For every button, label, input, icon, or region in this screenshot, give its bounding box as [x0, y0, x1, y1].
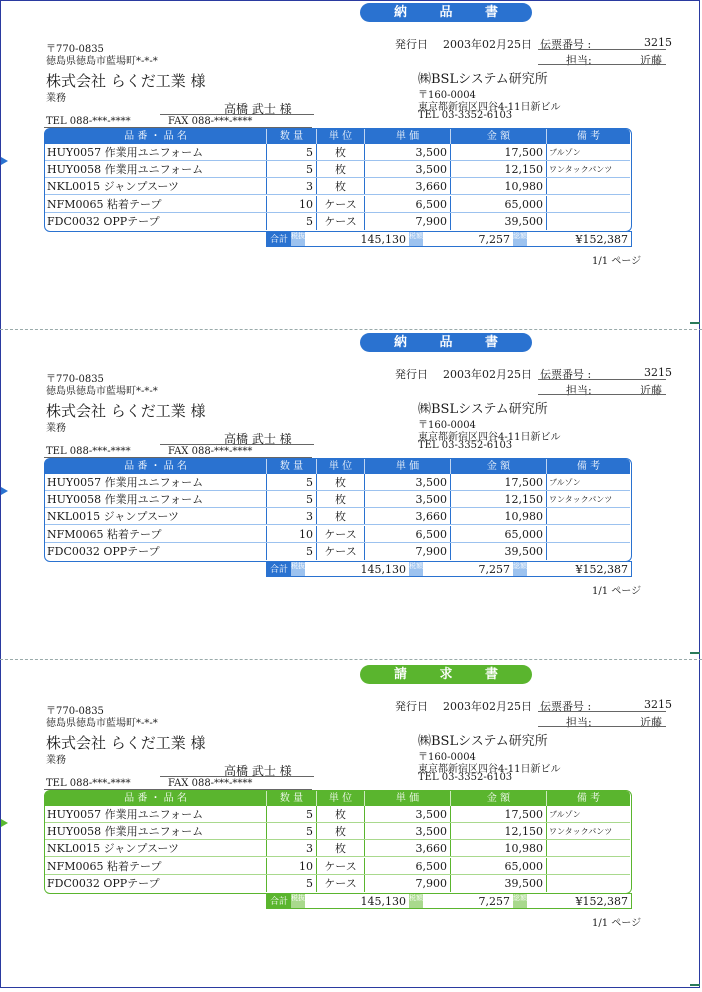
table-row — [45, 875, 630, 892]
grand-total: ¥152,387 — [575, 563, 628, 576]
item-quantity: 3 — [267, 178, 317, 194]
issue-date-label: 発行日 — [395, 38, 428, 51]
table-row — [45, 840, 630, 857]
form-title-text: 納 品 書 — [393, 5, 513, 20]
header-quantity: 数 量 — [267, 129, 317, 144]
item-code-name: NFM0065 粘着テープ — [45, 196, 267, 212]
item-remarks — [547, 213, 630, 230]
header-unit: 単 位 — [317, 791, 365, 806]
registration-tick — [690, 322, 700, 324]
item-amount: 17,500 — [451, 144, 547, 160]
item-remarks: ブルゾン — [549, 478, 581, 487]
item-code-name: HUY0058 作業用ユニフォーム — [45, 823, 267, 839]
item-amount: 39,500 — [451, 543, 547, 560]
item-quantity: 5 — [267, 543, 317, 560]
table-header — [45, 791, 630, 806]
pretax-amount: 145,130 — [360, 233, 406, 246]
item-unit-price: 3,500 — [365, 823, 451, 839]
item-code-name: NKL0015 ジャンプスーツ — [45, 840, 267, 856]
page-number: 1/1 ページ — [592, 918, 642, 929]
item-unit: ケース — [317, 543, 365, 560]
table-row — [45, 178, 630, 195]
table-row — [45, 823, 630, 840]
customer-postal: 〒770-0835 — [46, 706, 104, 717]
feed-marker-icon — [1, 487, 8, 495]
item-code-name: NFM0065 粘着テープ — [45, 858, 267, 874]
item-remarks: ワンタックパンツ — [549, 165, 613, 175]
grand-total-label: 総額 — [513, 562, 527, 576]
customer-tel: TEL 088-***-**** — [46, 778, 131, 789]
form-1 — [0, 0, 702, 330]
customer-address: 徳島県徳島市藍場町*-*-* — [46, 718, 158, 729]
customer-company: 株式会社 らくだ工業 様 — [46, 734, 206, 752]
grand-total: ¥152,387 — [575, 895, 628, 908]
issue-date: 2003年02月25日 — [443, 368, 532, 381]
totals-bar — [266, 231, 632, 247]
tax-amount: 7,257 — [478, 895, 510, 908]
item-unit-price: 3,500 — [365, 491, 451, 507]
representative-name: 近藤 — [640, 384, 662, 397]
grand-total-label: 総額 — [513, 894, 527, 908]
item-remarks: ブルゾン — [549, 810, 581, 819]
item-code-name: HUY0058 作業用ユニフォーム — [45, 491, 267, 507]
item-remarks — [547, 840, 630, 856]
customer-person: 高橋 武士 様 — [224, 764, 292, 778]
item-quantity: 5 — [267, 144, 317, 160]
customer-company: 株式会社 らくだ工業 様 — [46, 402, 206, 420]
item-amount: 10,980 — [451, 508, 547, 524]
pretax-amount: 145,130 — [360, 895, 406, 908]
issuer-name: ㈱BSLシステム研究所 — [418, 734, 548, 749]
slip-number-label: 伝票番号 : — [540, 38, 592, 51]
item-unit-price: 3,500 — [365, 474, 451, 490]
table-row — [45, 213, 630, 230]
form-title — [360, 665, 532, 684]
header-remarks: 備 考 — [576, 793, 601, 804]
form-title — [360, 3, 532, 22]
item-unit: 枚 — [317, 144, 365, 160]
customer-fax: FAX 088-***-**** — [168, 778, 253, 789]
header-amount: 金 額 — [451, 791, 547, 806]
item-quantity: 5 — [267, 875, 317, 892]
pretax-label: 税抜 — [291, 894, 305, 908]
item-amount: 12,150 — [451, 161, 547, 177]
slip-number: 3215 — [644, 36, 672, 49]
slip-number-label: 伝票番号 : — [540, 368, 592, 381]
issuer-address: 東京都新宿区四谷4-11日新ビル — [418, 432, 561, 443]
table-row — [45, 474, 630, 491]
item-amount: 17,500 — [451, 806, 547, 822]
item-unit: 枚 — [317, 491, 365, 507]
issue-date: 2003年02月25日 — [443, 38, 532, 51]
item-code-name: HUY0058 作業用ユニフォーム — [45, 161, 267, 177]
item-remarks — [547, 875, 630, 892]
item-quantity: 10 — [267, 526, 317, 542]
item-quantity: 5 — [267, 213, 317, 230]
item-quantity: 5 — [267, 806, 317, 822]
customer-company: 株式会社 らくだ工業 様 — [46, 72, 206, 90]
item-unit-price: 6,500 — [365, 858, 451, 874]
items-table — [44, 790, 632, 894]
registration-tick — [690, 652, 700, 654]
item-code-name: FDC0032 OPPテープ — [45, 213, 267, 230]
item-code-name: NFM0065 粘着テープ — [45, 526, 267, 542]
item-quantity: 10 — [267, 196, 317, 212]
total-label: 合計 — [267, 562, 291, 576]
customer-tel: TEL 088-***-**** — [46, 116, 131, 127]
customer-dept: 業務 — [46, 93, 66, 104]
table-row — [45, 508, 630, 525]
rep-underline — [538, 726, 666, 727]
person-underline — [160, 776, 314, 777]
item-unit: 枚 — [317, 806, 365, 822]
header-quantity: 数 量 — [267, 791, 317, 806]
item-unit-price: 3,660 — [365, 840, 451, 856]
item-unit-price: 3,500 — [365, 806, 451, 822]
item-remarks: ワンタックパンツ — [549, 827, 613, 837]
slip-underline — [538, 379, 666, 380]
form-title-text: 納 品 書 — [393, 335, 513, 350]
customer-fax: FAX 088-***-**** — [168, 446, 253, 457]
tax-label: 税額 — [409, 562, 423, 576]
header-unit: 単 位 — [317, 129, 365, 144]
issuer-name: ㈱BSLシステム研究所 — [418, 72, 548, 87]
item-remarks: ブルゾン — [549, 148, 581, 157]
item-unit: ケース — [317, 526, 365, 542]
header-item: 品 番 ・ 品 名 — [45, 791, 267, 806]
customer-dept: 業務 — [46, 755, 66, 766]
item-code-name: HUY0057 作業用ユニフォーム — [45, 474, 267, 490]
item-unit-price: 7,900 — [365, 543, 451, 560]
tax-label: 税額 — [409, 894, 423, 908]
page-number: 1/1 ページ — [592, 256, 642, 267]
person-underline — [160, 114, 314, 115]
items-table — [44, 458, 632, 562]
representative-label: 担当: — [566, 716, 592, 729]
item-quantity: 3 — [267, 508, 317, 524]
item-amount: 10,980 — [451, 840, 547, 856]
issue-date-label: 発行日 — [395, 368, 428, 381]
table-row — [45, 196, 630, 213]
rep-underline — [538, 64, 666, 65]
item-unit: 枚 — [317, 840, 365, 856]
grand-total: ¥152,387 — [575, 233, 628, 246]
header-quantity: 数 量 — [267, 459, 317, 474]
header-item: 品 番 ・ 品 名 — [45, 459, 267, 474]
item-amount: 12,150 — [451, 823, 547, 839]
issuer-name: ㈱BSLシステム研究所 — [418, 402, 548, 417]
header-unit-price: 単 価 — [365, 129, 451, 144]
tax-label: 税額 — [409, 232, 423, 246]
item-unit: 枚 — [317, 474, 365, 490]
item-remarks — [547, 526, 630, 542]
item-unit-price: 7,900 — [365, 213, 451, 230]
form-3 — [0, 662, 702, 992]
customer-postal: 〒770-0835 — [46, 374, 104, 385]
header-unit: 単 位 — [317, 459, 365, 474]
item-quantity: 5 — [267, 474, 317, 490]
customer-dept: 業務 — [46, 423, 66, 434]
tax-amount: 7,257 — [478, 563, 510, 576]
customer-postal: 〒770-0835 — [46, 44, 104, 55]
issuer-tel: TEL 03-3352-6103 — [418, 440, 513, 451]
item-code-name: FDC0032 OPPテープ — [45, 543, 267, 560]
item-remarks — [547, 858, 630, 874]
feed-marker-icon — [1, 819, 8, 827]
table-row — [45, 806, 630, 823]
item-unit: 枚 — [317, 178, 365, 194]
representative-name: 近藤 — [640, 716, 662, 729]
table-row — [45, 144, 630, 161]
perforation-line — [0, 659, 702, 660]
item-unit: ケース — [317, 213, 365, 230]
item-amount: 65,000 — [451, 196, 547, 212]
item-code-name: NKL0015 ジャンプスーツ — [45, 508, 267, 524]
form-title-text: 請 求 書 — [393, 667, 513, 682]
representative-label: 担当: — [566, 54, 592, 67]
slip-underline — [538, 49, 666, 50]
items-table — [44, 128, 632, 232]
table-row — [45, 543, 630, 560]
item-unit-price: 3,500 — [365, 161, 451, 177]
table-row — [45, 858, 630, 875]
table-row — [45, 161, 630, 178]
item-unit: ケース — [317, 858, 365, 874]
table-header — [45, 459, 630, 474]
customer-person: 高橋 武士 様 — [224, 432, 292, 446]
form-title — [360, 333, 532, 352]
issuer-tel: TEL 03-3352-6103 — [418, 772, 513, 783]
item-unit-price: 6,500 — [365, 526, 451, 542]
item-amount: 65,000 — [451, 858, 547, 874]
item-amount: 39,500 — [451, 213, 547, 230]
total-label: 合計 — [267, 894, 291, 908]
slip-number-label: 伝票番号 : — [540, 700, 592, 713]
representative-label: 担当: — [566, 384, 592, 397]
header-item: 品 番 ・ 品 名 — [45, 129, 267, 144]
totals-bar — [266, 561, 632, 577]
registration-tick — [690, 984, 700, 986]
header-unit-price: 単 価 — [365, 791, 451, 806]
form-2 — [0, 330, 702, 660]
item-unit: ケース — [317, 875, 365, 892]
page-number: 1/1 ページ — [592, 586, 642, 597]
header-unit-price: 単 価 — [365, 459, 451, 474]
item-remarks — [547, 178, 630, 194]
item-unit-price: 3,500 — [365, 144, 451, 160]
item-unit-price: 6,500 — [365, 196, 451, 212]
item-quantity: 5 — [267, 161, 317, 177]
customer-fax: FAX 088-***-**** — [168, 116, 253, 127]
item-unit: ケース — [317, 196, 365, 212]
table-header — [45, 129, 630, 144]
issuer-tel: TEL 03-3352-6103 — [418, 110, 513, 121]
perforation-line — [0, 329, 702, 330]
header-amount: 金 額 — [451, 459, 547, 474]
item-code-name: FDC0032 OPPテープ — [45, 875, 267, 892]
item-amount: 17,500 — [451, 474, 547, 490]
item-quantity: 5 — [267, 823, 317, 839]
tax-amount: 7,257 — [478, 233, 510, 246]
item-quantity: 5 — [267, 491, 317, 507]
item-remarks — [547, 508, 630, 524]
item-amount: 65,000 — [451, 526, 547, 542]
customer-address: 徳島県徳島市藍場町*-*-* — [46, 386, 158, 397]
item-quantity: 10 — [267, 858, 317, 874]
issue-date-label: 発行日 — [395, 700, 428, 713]
item-unit: 枚 — [317, 823, 365, 839]
pretax-label: 税抜 — [291, 232, 305, 246]
slip-number: 3215 — [644, 366, 672, 379]
rep-underline — [538, 394, 666, 395]
header-remarks: 備 考 — [576, 131, 601, 142]
pretax-amount: 145,130 — [360, 563, 406, 576]
item-code-name: HUY0057 作業用ユニフォーム — [45, 806, 267, 822]
item-remarks — [547, 196, 630, 212]
representative-name: 近藤 — [640, 54, 662, 67]
item-amount: 10,980 — [451, 178, 547, 194]
table-row — [45, 491, 630, 508]
issuer-postal: 〒160-0004 — [418, 90, 476, 101]
item-unit-price: 3,660 — [365, 178, 451, 194]
pretax-label: 税抜 — [291, 562, 305, 576]
customer-tel: TEL 088-***-**** — [46, 446, 131, 457]
item-remarks: ワンタックパンツ — [549, 495, 613, 505]
item-unit-price: 7,900 — [365, 875, 451, 892]
item-code-name: NKL0015 ジャンプスーツ — [45, 178, 267, 194]
table-row — [45, 526, 630, 543]
issue-date: 2003年02月25日 — [443, 700, 532, 713]
feed-marker-icon — [1, 157, 8, 165]
header-remarks: 備 考 — [576, 461, 601, 472]
customer-person: 高橋 武士 様 — [224, 102, 292, 116]
item-code-name: HUY0057 作業用ユニフォーム — [45, 144, 267, 160]
header-amount: 金 額 — [451, 129, 547, 144]
slip-underline — [538, 711, 666, 712]
item-unit-price: 3,660 — [365, 508, 451, 524]
issuer-address: 東京都新宿区四谷4-11日新ビル — [418, 764, 561, 775]
issuer-postal: 〒160-0004 — [418, 420, 476, 431]
issuer-postal: 〒160-0004 — [418, 752, 476, 763]
totals-bar — [266, 893, 632, 909]
item-unit: 枚 — [317, 161, 365, 177]
item-remarks — [547, 543, 630, 560]
grand-total-label: 総額 — [513, 232, 527, 246]
person-underline — [160, 444, 314, 445]
item-amount: 12,150 — [451, 491, 547, 507]
item-amount: 39,500 — [451, 875, 547, 892]
slip-number: 3215 — [644, 698, 672, 711]
item-quantity: 3 — [267, 840, 317, 856]
issuer-address: 東京都新宿区四谷4-11日新ビル — [418, 102, 561, 113]
total-label: 合計 — [267, 232, 291, 246]
item-unit: 枚 — [317, 508, 365, 524]
customer-address: 徳島県徳島市藍場町*-*-* — [46, 56, 158, 67]
